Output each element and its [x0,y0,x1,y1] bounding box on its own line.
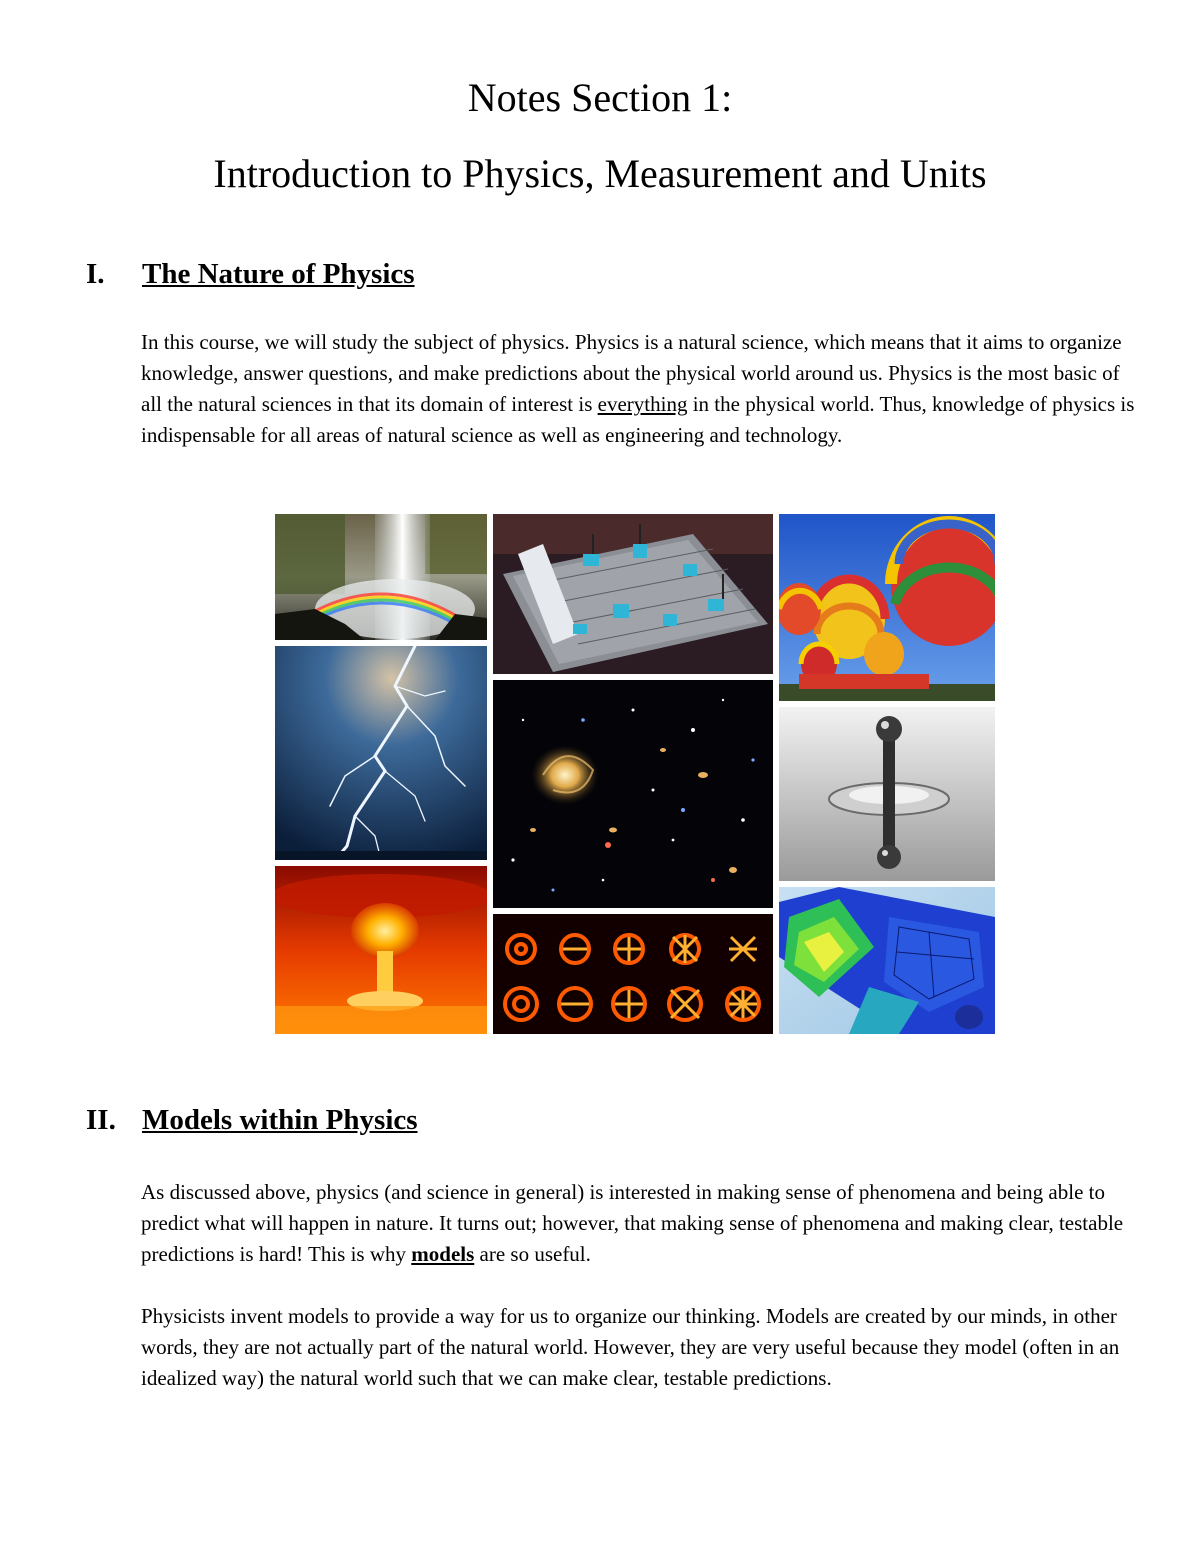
page-title-line-2: Introduction to Physics, Measurement and Units [213,151,987,196]
optics-lab-bench-image [493,514,773,674]
hot-air-balloons-image [779,514,995,701]
section-1-number: I. [86,258,105,290]
paragraph-text: in the physical world. Thus, knowledge of physics is indispensable for all areas of natural science as well as engineering and technology. [141,392,1135,447]
paragraph-text: In this course, we will study the subject of physics. Physics is a natural science, which means that it aims to organize knowledge, answer questions, and make predictions about the physical world around us. Physics is the most basic of all the natural sciences in that its domain of interest is [141,330,1122,416]
section-2-paragraph-2: Physicists invent models to provide a way for us to organize our thinking. Models are created by our minds, in other words, they are not actually part of the natural world. However, they are very useful because they model (often in an idealized way) the natural world such that we can make clear, testable predictions. [141,1304,1120,1390]
section-2-number: II. [86,1104,116,1136]
section-1-paragraph [141,327,1141,451]
section-2-paragraph-1 [141,1177,1141,1270]
nuclear-explosion-image [275,866,487,1034]
section-1-heading [86,256,415,292]
emphasis-everything: everything [597,392,688,416]
laser-mode-patterns-image [493,914,773,1034]
section-2-heading [86,1102,418,1138]
galaxy-deep-field-image [493,680,773,908]
emphasis-models: models [411,1242,475,1266]
page-title-line-1: Notes Section 1: [467,75,733,120]
section-2-title: Models within Physics [142,1104,418,1136]
water-droplet-splash-image [779,707,995,881]
car-crash-simulation-image [779,887,995,1034]
paragraph-text: As discussed above, physics (and science in general) is interested in making sense of phenomena and being able to predict what will happen in nature. It turns out; however, that making sense of phenomena and making clear, testable predictions is hard! This is why [141,1180,1124,1266]
lightning-image [275,646,487,860]
paragraph-text: are so useful. [474,1242,591,1266]
waterfall-rainbow-image [275,514,487,640]
section-1-title: The Nature of Physics [142,258,415,290]
